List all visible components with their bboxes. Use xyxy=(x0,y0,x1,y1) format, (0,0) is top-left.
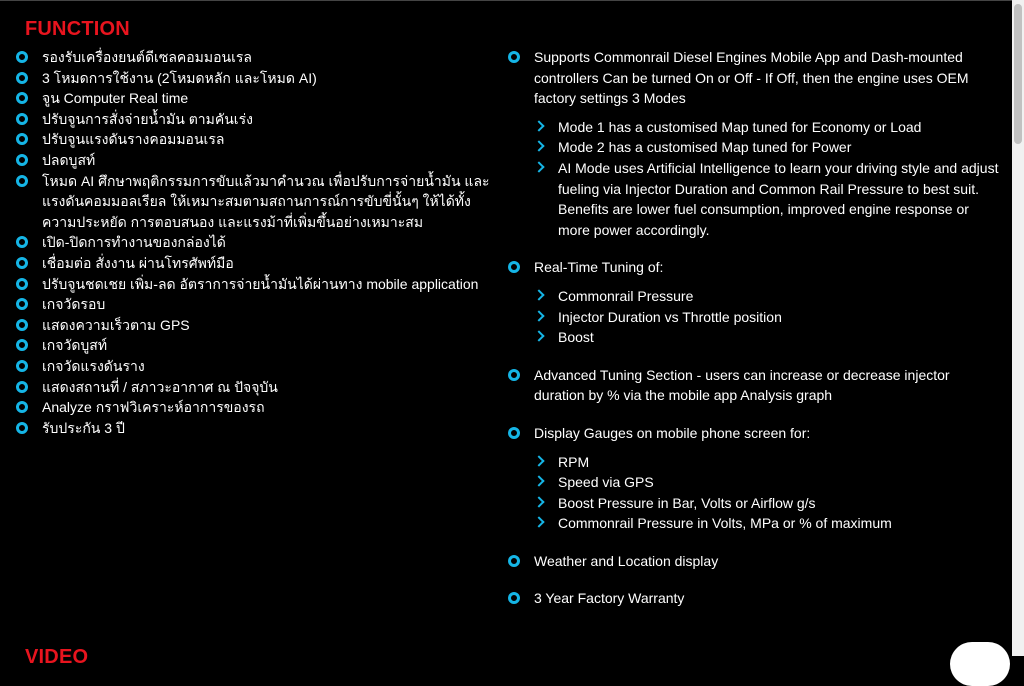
bullet-icon xyxy=(16,154,28,166)
bullet-icon xyxy=(16,175,28,187)
list-item: ปลดบูสท์ xyxy=(16,150,496,171)
list-item: ปรับจูนแรงดันรางคอมมอนเรล xyxy=(16,129,496,150)
bullet-icon xyxy=(16,51,28,63)
bullet-icon xyxy=(16,72,28,84)
bullet-icon xyxy=(16,381,28,393)
sub-item: Mode 2 has a customised Map tuned for Power xyxy=(508,137,1003,158)
modes-list xyxy=(508,117,1003,241)
bullet-icon xyxy=(16,339,28,351)
bullet-icon xyxy=(508,261,520,273)
bullet-icon xyxy=(16,113,28,125)
bullet-icon xyxy=(16,92,28,104)
video-heading: VIDEO xyxy=(25,646,89,668)
bullet-icon xyxy=(16,319,28,331)
bullet-icon xyxy=(16,278,28,290)
chevron-right-icon xyxy=(533,496,544,507)
list-item: Weather and Location display xyxy=(508,551,1003,572)
chevron-right-icon xyxy=(533,310,544,321)
sub-item: Mode 1 has a customised Map tuned for Economy or Load xyxy=(508,117,1003,138)
list-item: รับประกัน 3 ปี xyxy=(16,418,496,439)
bullet-icon xyxy=(16,401,28,413)
sub-item: Boost xyxy=(508,327,1003,348)
bullet-icon xyxy=(16,257,28,269)
tuning-list xyxy=(508,286,1003,348)
chevron-right-icon xyxy=(533,475,544,486)
sub-item: AI Mode uses Artificial Intelligence to learn your driving style and adjust fueling via Injector Duration and Common Rail Pressure to best suit. Benefits are lower fuel consumption, improved engine response or more power accordingly. xyxy=(508,158,1003,240)
list-item: 3 Year Factory Warranty xyxy=(508,588,1003,609)
list-item: แสดงสถานที่ / สภาวะอากาศ ณ ปัจจุบัน xyxy=(16,377,496,398)
bullet-icon xyxy=(16,298,28,310)
list-item: Analyze กราฟวิเคราะห์อาการของรถ xyxy=(16,397,496,418)
bullet-icon xyxy=(508,369,520,381)
chevron-right-icon xyxy=(533,455,544,466)
list-item: Advanced Tuning Section - users can increase or decrease injector duration by % via the mobile app Analysis graph xyxy=(508,365,1003,406)
bullet-icon xyxy=(16,360,28,372)
top-divider xyxy=(0,0,1012,1)
bullet-icon xyxy=(16,236,28,248)
list-item: Display Gauges on mobile phone screen for: xyxy=(508,423,1003,444)
list-item: เกจวัดบูสท์ xyxy=(16,335,496,356)
chevron-right-icon xyxy=(533,517,544,528)
page-scrollbar[interactable] xyxy=(1012,0,1024,656)
gauges-list xyxy=(508,452,1003,534)
chevron-right-icon xyxy=(533,141,544,152)
floating-chat-button[interactable] xyxy=(950,642,1010,686)
sub-item: Commonrail Pressure in Volts, MPa or % of maximum xyxy=(508,513,1003,534)
bullet-icon xyxy=(16,422,28,434)
sub-item: Commonrail Pressure xyxy=(508,286,1003,307)
list-item: โหมด AI ศึกษาพฤติกรรมการขับแล้วมาคำนวณ เพื่อปรับการจ่ายน้ำมัน และแรงดันคอมมอลเรียล ให้เหมาะสมตามสถานการณ์การขับขี่นั้นๆ ให้ได้ทั้งความประหยัด การตอบสนอง และแรงม้าที่เพิ่มขึ้นอย่างเหมาะสม xyxy=(16,171,496,233)
english-feature-list xyxy=(508,47,1003,626)
chevron-right-icon xyxy=(533,289,544,300)
scrollbar-thumb[interactable] xyxy=(1014,4,1022,144)
list-item: เชื่อมต่อ สั่งงาน ผ่านโทรศัพท์มือ xyxy=(16,253,496,274)
list-item: แสดงความเร็วตาม GPS xyxy=(16,315,496,336)
list-item: 3 โหมดการใช้งาน (2โหมดหลัก และโหมด AI) xyxy=(16,68,496,89)
bullet-icon xyxy=(508,427,520,439)
list-item: เกจวัดแรงดันราง xyxy=(16,356,496,377)
list-item: รองรับเครื่องยนต์ดีเซลคอมมอนเรล xyxy=(16,47,496,68)
list-item: ปรับจูนชดเชย เพิ่ม-ลด อัตราการจ่ายน้ำมันได้ผ่านทาง mobile application xyxy=(16,274,496,295)
list-item: เกจวัดรอบ xyxy=(16,294,496,315)
bullet-icon xyxy=(508,592,520,604)
chevron-right-icon xyxy=(533,120,544,131)
sub-item: Boost Pressure in Bar, Volts or Airflow g/s xyxy=(508,493,1003,514)
list-item: ปรับจูนการสั่งจ่ายน้ำมัน ตามคันเร่ง xyxy=(16,109,496,130)
list-item: Real-Time Tuning of: xyxy=(508,257,1003,278)
chevron-right-icon xyxy=(533,161,544,172)
sub-item: RPM xyxy=(508,452,1003,473)
chevron-right-icon xyxy=(533,330,544,341)
bullet-icon xyxy=(508,555,520,567)
bullet-icon xyxy=(16,133,28,145)
sub-item: Speed via GPS xyxy=(508,472,1003,493)
list-item: Supports Commonrail Diesel Engines Mobile App and Dash-mounted controllers Can be turned On or Off - If Off, then the engine uses OEM factory settings 3 Modes xyxy=(508,47,1003,109)
function-heading: FUNCTION xyxy=(25,18,130,40)
bullet-icon xyxy=(508,51,520,63)
sub-item: Injector Duration vs Throttle position xyxy=(508,307,1003,328)
list-item: เปิด-ปิดการทำงานของกล่องได้ xyxy=(16,232,496,253)
list-item: จูน Computer Real time xyxy=(16,88,496,109)
thai-feature-list xyxy=(16,47,496,438)
